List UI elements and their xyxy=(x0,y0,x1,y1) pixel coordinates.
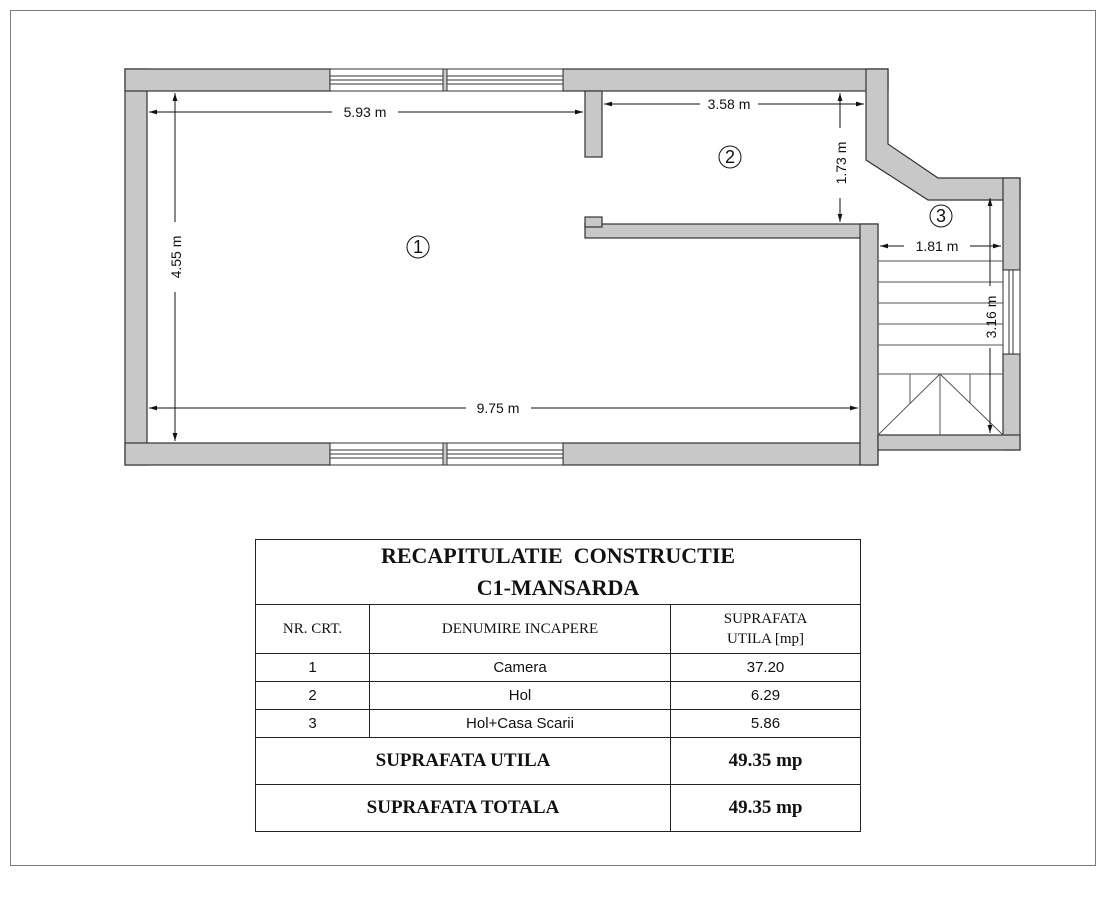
table-row xyxy=(256,710,861,738)
wall-left xyxy=(125,69,147,465)
dim-room1-width: 5.93 m xyxy=(343,104,387,120)
total-area-label: SUPRAFATA TOTALA xyxy=(256,785,671,832)
table-row xyxy=(256,682,861,710)
useful-area-value: 49.35 mp xyxy=(671,738,861,785)
dim-room2-width: 3.58 m xyxy=(707,96,751,112)
row-area: 5.86 xyxy=(671,710,861,738)
wall-bottom-right xyxy=(563,443,878,465)
window-right xyxy=(1003,270,1020,354)
dim-room1-height: 4.55 m xyxy=(168,235,184,279)
dim-room3-height: 3.16 m xyxy=(983,295,999,339)
dim-room2-height: 1.73 m xyxy=(833,141,849,185)
wall-diagonal-bay xyxy=(866,69,1020,200)
row-name: Hol+Casa Scarii xyxy=(370,710,671,738)
summary-title-line1: RECAPITULATIE CONSTRUCTIE xyxy=(380,543,736,568)
room-number-1: 1 xyxy=(412,237,424,257)
row-nr: 2 xyxy=(256,682,370,710)
wall-bottom-left xyxy=(125,443,330,465)
header-area-line2: UTILA [mp] xyxy=(726,631,805,647)
wall-top-right xyxy=(563,69,888,91)
row-nr: 3 xyxy=(256,710,370,738)
useful-area-label: SUPRAFATA UTILA xyxy=(256,738,671,785)
table-row xyxy=(256,654,861,682)
wall-partition-vertical xyxy=(860,224,878,465)
row-name: Camera xyxy=(370,654,671,682)
wall-stair-bottom xyxy=(878,435,1020,450)
room-marker-1 xyxy=(407,236,429,258)
header-room-name: DENUMIRE INCAPERE xyxy=(370,605,671,654)
total-area-row xyxy=(256,785,861,832)
wall-partition-horizontal xyxy=(585,224,878,238)
windows xyxy=(330,69,1020,465)
row-nr: 1 xyxy=(256,654,370,682)
row-area: 6.29 xyxy=(671,682,861,710)
staircase xyxy=(878,261,1003,435)
header-area-line1: SUPRAFATA xyxy=(723,611,808,627)
total-area-value: 49.35 mp xyxy=(671,785,861,832)
header-area xyxy=(671,605,861,654)
row-area: 37.20 xyxy=(671,654,861,682)
room-marker-2 xyxy=(719,146,741,168)
room-number-3: 3 xyxy=(935,206,947,226)
summary-table xyxy=(255,539,861,832)
summary-title xyxy=(256,540,861,605)
dim-room3-width: 1.81 m xyxy=(915,238,959,254)
dim-room1-full-width: 9.75 m xyxy=(476,400,520,416)
wall-partition-stub xyxy=(585,217,602,227)
wall-right-upper xyxy=(1003,178,1020,270)
wall-top-left xyxy=(125,69,330,91)
room-marker-3 xyxy=(930,205,952,227)
useful-area-row xyxy=(256,738,861,785)
summary-title-line2: C1-MANSARDA xyxy=(476,575,640,600)
header-nr: NR. CRT. xyxy=(256,605,370,654)
walls xyxy=(125,69,1020,465)
row-name: Hol xyxy=(370,682,671,710)
room-number-2: 2 xyxy=(724,147,736,167)
wall-partition-top xyxy=(585,91,602,157)
